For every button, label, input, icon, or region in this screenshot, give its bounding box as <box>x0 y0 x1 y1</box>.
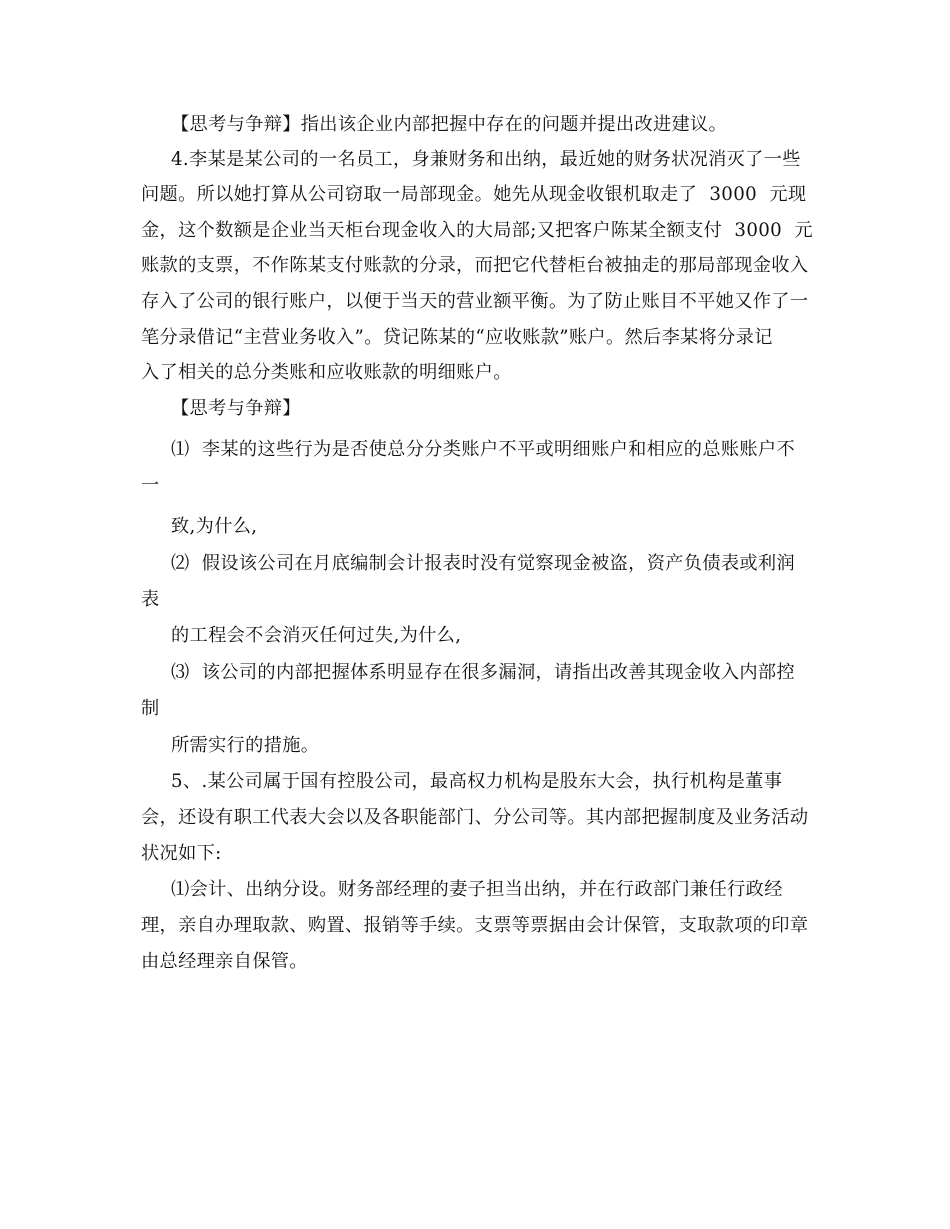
question-5-item-1: 由总经理亲自保管。 <box>141 951 308 972</box>
question-5-text: 状况如下: <box>141 843 222 864</box>
sub-question-1: 一 <box>141 475 160 496</box>
question-5-text: 5、.某公司属于国有控股公司，最高权力机构是股东大会，执行机构是董事 <box>171 771 783 792</box>
question-4-text: 金，这个数额是企业当天柜台现金收入的大局部;又把客户陈某全额支付 3000 元 <box>141 220 813 241</box>
question-4-text: 笔分录借记“主营业务收入”。贷记陈某的“应收账款”账户。然后李某将分录记 <box>141 327 773 348</box>
question-4-text: 存入了公司的银行账户，以便于当天的营业额平衡。为了防止账目不平她又作了一 <box>141 291 809 312</box>
question-4-text: 账款的支票，不作陈某支付账款的分录，而把它代替柜台被抽走的那局部现金收入 <box>141 255 809 276</box>
sub-question-2: 的工程会不会消灭任何过失,为什么, <box>171 625 462 646</box>
sub-question-2: 表 <box>141 589 160 610</box>
sub-question-3: ⑶ 该公司的内部把握体系明显存在很多漏洞，请指出改善其现金收入内部控 <box>171 662 796 683</box>
question-5-item-1: 理，亲自办理取款、购置、报销等手续。支票等票据由会计保管，支取款项的印章 <box>141 915 809 936</box>
heading-think-debate-2: 【思考与争辩】 <box>171 398 301 419</box>
sub-question-3: 所需实行的措施。 <box>171 735 320 756</box>
heading-think-debate-1: 【思考与争辩】指出该企业内部把握中存在的问题并提出改进建议。 <box>171 114 728 135</box>
question-5-item-1: ⑴会计、出纳分设。财务部经理的妻子担当出纳，并在行政部门兼任行政经 <box>171 879 783 900</box>
sub-question-1: ⑴ 李某的这些行为是否使总分分类账户不平或明细账户和相应的总账账户不 <box>171 439 796 460</box>
question-5-text: 会，还设有职工代表大会以及各职能部门、分公司等。其内部把握制度及业务活动 <box>141 807 809 828</box>
question-4-text: 入了相关的总分类账和应收账款的明细账户。 <box>141 362 512 383</box>
question-4-text: 4.李某是某公司的一名员工，身兼财务和出纳，最近她的财务状况消灭了一些 <box>171 149 801 170</box>
sub-question-1: 致,为什么, <box>171 516 258 537</box>
sub-question-3: 制 <box>141 698 160 719</box>
sub-question-2: ⑵ 假设该公司在月底编制会计报表时没有觉察现金被盗，资产负债表或利润 <box>171 553 796 574</box>
question-4-text: 问题。所以她打算从公司窃取一局部现金。她先从现金收银机取走了 3000 元现 <box>141 184 807 205</box>
